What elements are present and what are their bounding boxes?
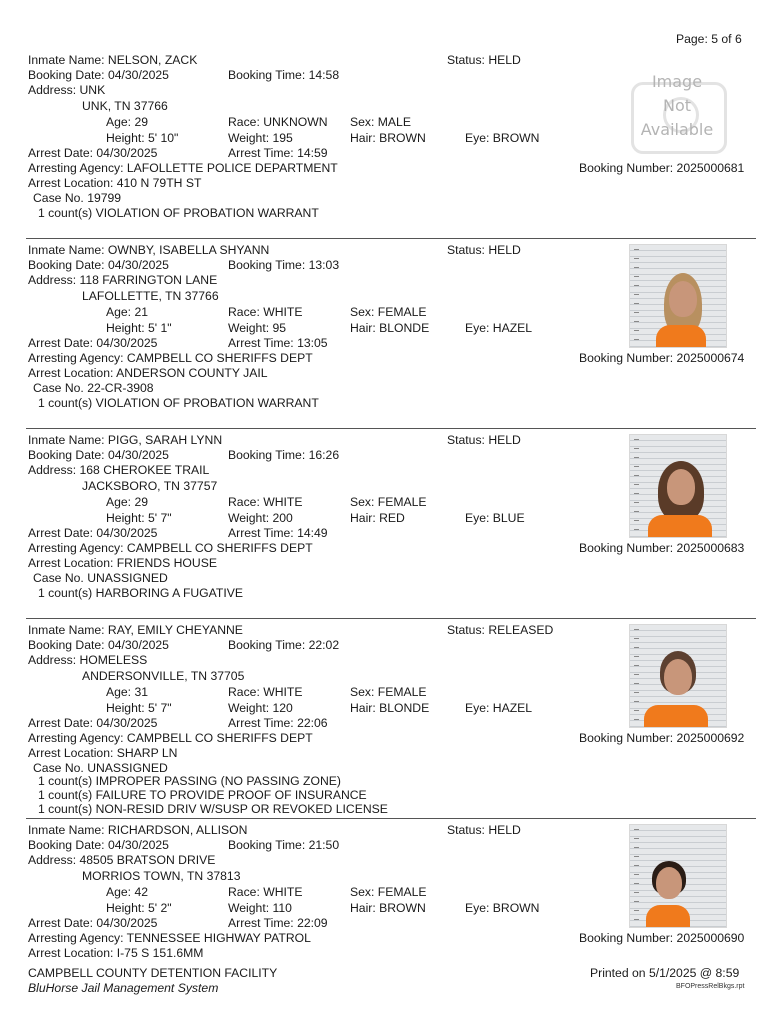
charge: 1 count(s) NON-RESID DRIV W/SUSP OR REVOKED LICENSE (38, 802, 388, 816)
height: Height: 5' 10" (106, 131, 179, 145)
arrest-time: Arrest Time: 22:09 (228, 916, 328, 930)
weight: Weight: 200 (228, 511, 293, 525)
height-scale-tick (634, 865, 639, 866)
height: Height: 5' 7" (106, 511, 172, 525)
charge: 1 count(s) IMPROPER PASSING (NO PASSING ZONE) (38, 774, 341, 788)
arrest-time: Arrest Time: 13:05 (228, 336, 328, 350)
arrest-location: Arrest Location: SHARP LN (28, 746, 178, 760)
eye: Eye: HAZEL (465, 321, 533, 335)
arresting-agency: Arresting Agency: LAFOLLETTE POLICE DEPARTMENT (28, 161, 338, 175)
case-number: Case No. UNASSIGNED (33, 761, 168, 775)
age: Age: 29 (106, 495, 149, 509)
arrest-date: Arrest Date: 04/30/2025 (28, 716, 158, 730)
height-scale-tick (634, 321, 639, 322)
arrest-date: Arrest Date: 04/30/2025 (28, 146, 158, 160)
inmate-name: Inmate Name: PIGG, SARAH LYNN (28, 433, 223, 447)
address-line1: Address: 48505 BRATSON DRIVE (28, 853, 216, 867)
status: Status: RELEASED (447, 623, 554, 637)
arrest-location: Arrest Location: FRIENDS HOUSE (28, 556, 217, 570)
printed-timestamp: Printed on 5/1/2025 @ 8:59 (590, 966, 740, 980)
record-divider (26, 428, 756, 429)
height-scale-tick (634, 692, 639, 693)
record-divider (26, 818, 756, 819)
height-scale-tick (634, 484, 639, 485)
height-scale-tick (634, 856, 639, 857)
placeholder-line2: Not (662, 96, 692, 115)
status: Status: HELD (447, 53, 521, 67)
address-line2: LAFOLLETTE, TN 37766 (82, 289, 219, 303)
sex: Sex: FEMALE (350, 495, 427, 509)
height-scale-tick (634, 520, 639, 521)
case-number: Case No. 19799 (33, 191, 122, 205)
arrest-location: Arrest Location: I-75 S 151.6MM (28, 946, 204, 960)
arrest-date: Arrest Date: 04/30/2025 (28, 526, 158, 540)
arrest-date: Arrest Date: 04/30/2025 (28, 916, 158, 930)
arresting-agency: Arresting Agency: TENNESSEE HIGHWAY PATROL (28, 931, 311, 945)
height-scale-tick (634, 647, 639, 648)
mugshot-photo (629, 624, 727, 728)
record-divider (26, 618, 756, 619)
booking-time: Booking Time: 14:58 (228, 68, 340, 82)
weight: Weight: 195 (228, 131, 293, 145)
mugshot-photo (629, 244, 727, 348)
booking-number: Booking Number: 2025000690 (579, 931, 745, 945)
height-scale-tick (634, 892, 639, 893)
inmate-name: Inmate Name: RICHARDSON, ALLISON (28, 823, 248, 837)
arrest-time: Arrest Time: 22:06 (228, 716, 328, 730)
race: Race: WHITE (228, 885, 303, 899)
height-scale-tick (634, 529, 639, 530)
height-scale-tick (634, 629, 639, 630)
height-scale-tick (634, 502, 639, 503)
eye: Eye: HAZEL (465, 701, 533, 715)
arresting-agency: Arresting Agency: CAMPBELL CO SHERIFFS DEPT (28, 351, 313, 365)
age: Age: 31 (106, 685, 149, 699)
inmate-name: Inmate Name: RAY, EMILY CHEYANNE (28, 623, 243, 637)
status: Status: HELD (447, 243, 521, 257)
age: Age: 42 (106, 885, 149, 899)
height-scale-tick (634, 294, 639, 295)
address-line1: Address: 118 FARRINGTON LANE (28, 273, 218, 287)
booking-date: Booking Date: 04/30/2025 (28, 258, 169, 272)
hair: Hair: BROWN (350, 901, 426, 915)
height-scale-tick (634, 493, 639, 494)
height-scale-tick (634, 439, 639, 440)
height-scale-tick (634, 847, 639, 848)
height-scale-tick (634, 276, 639, 277)
sex: Sex: FEMALE (350, 885, 427, 899)
eye: Eye: BLUE (465, 511, 525, 525)
height-scale-tick (634, 710, 639, 711)
booking-date: Booking Date: 04/30/2025 (28, 68, 169, 82)
charge: 1 count(s) VIOLATION OF PROBATION WARRANT (38, 206, 319, 220)
address-line2: ANDERSONVILLE, TN 37705 (82, 669, 245, 683)
arrest-time: Arrest Time: 14:49 (228, 526, 328, 540)
height-scale-tick (634, 701, 639, 702)
address-line2: UNK, TN 37766 (82, 99, 168, 113)
height: Height: 5' 1" (106, 321, 172, 335)
height-scale-tick (634, 466, 639, 467)
charge: 1 count(s) HARBORING A FUGATIVE (38, 586, 243, 600)
height-scale-tick (634, 638, 639, 639)
sex: Sex: FEMALE (350, 305, 427, 319)
height-scale-tick (634, 511, 639, 512)
booking-time: Booking Time: 16:26 (228, 448, 340, 462)
height-scale-tick (634, 829, 639, 830)
sex: Sex: MALE (350, 115, 411, 129)
booking-date: Booking Date: 04/30/2025 (28, 838, 169, 852)
height-scale-tick (634, 267, 639, 268)
height-scale-tick (634, 674, 639, 675)
height-scale-tick (634, 656, 639, 657)
page-number: Page: 5 of 6 (676, 32, 742, 46)
hair: Hair: BLONDE (350, 701, 430, 715)
height-scale-tick (634, 330, 639, 331)
case-number: Case No. UNASSIGNED (33, 571, 168, 585)
arrest-location: Arrest Location: 410 N 79TH ST (28, 176, 202, 190)
height-scale-tick (634, 475, 639, 476)
placeholder-line3: Available (640, 120, 714, 139)
status: Status: HELD (447, 823, 521, 837)
height-scale-tick (634, 838, 639, 839)
booking-time: Booking Time: 21:50 (228, 838, 340, 852)
height: Height: 5' 7" (106, 701, 172, 715)
age: Age: 29 (106, 115, 149, 129)
height-scale-tick (634, 258, 639, 259)
age: Age: 21 (106, 305, 149, 319)
arrest-time: Arrest Time: 14:59 (228, 146, 328, 160)
height-scale-tick (634, 665, 639, 666)
height-scale-tick (634, 883, 639, 884)
eye: Eye: BROWN (465, 131, 540, 145)
height-scale-tick (634, 683, 639, 684)
inmate-name: Inmate Name: NELSON, ZACK (28, 53, 198, 67)
case-number: Case No. 22-CR-3908 (33, 381, 154, 395)
facility-name: CAMPBELL COUNTY DETENTION FACILITY (28, 966, 278, 980)
height-scale-tick (634, 312, 639, 313)
placeholder-line1: Image (651, 72, 703, 91)
booking-number: Booking Number: 2025000692 (579, 731, 745, 745)
race: Race: WHITE (228, 495, 303, 509)
arrest-location: Arrest Location: ANDERSON COUNTY JAIL (28, 366, 268, 380)
height-scale-tick (634, 339, 639, 340)
booking-number: Booking Number: 2025000674 (579, 351, 745, 365)
booking-number: Booking Number: 2025000681 (579, 161, 745, 175)
booking-number: Booking Number: 2025000683 (579, 541, 745, 555)
race: Race: UNKNOWN (228, 115, 328, 129)
charge: 1 count(s) FAILURE TO PROVIDE PROOF OF INSURANCE (38, 788, 367, 802)
height-scale-tick (634, 303, 639, 304)
system-name: BluHorse Jail Management System (28, 981, 219, 995)
mugshot-photo (629, 434, 727, 538)
charge: 1 count(s) VIOLATION OF PROBATION WARRANT (38, 396, 319, 410)
height-scale-tick (634, 249, 639, 250)
height-scale-tick (634, 901, 639, 902)
address-line2: JACKSBORO, TN 37757 (82, 479, 218, 493)
record-divider (26, 238, 756, 239)
report-filename: BFOPressRelBkgs.rpt (676, 983, 745, 990)
hair: Hair: BROWN (350, 131, 426, 145)
sex: Sex: FEMALE (350, 685, 427, 699)
weight: Weight: 95 (228, 321, 287, 335)
mugshot-photo (629, 824, 727, 928)
hair: Hair: RED (350, 511, 405, 525)
height-scale-tick (634, 919, 639, 920)
arresting-agency: Arresting Agency: CAMPBELL CO SHERIFFS DEPT (28, 731, 313, 745)
eye: Eye: BROWN (465, 901, 540, 915)
height-scale-tick (634, 719, 639, 720)
weight: Weight: 110 (228, 901, 292, 915)
arresting-agency: Arresting Agency: CAMPBELL CO SHERIFFS DEPT (28, 541, 313, 555)
height-scale-tick (634, 910, 639, 911)
height: Height: 5' 2" (106, 901, 172, 915)
status: Status: HELD (447, 433, 521, 447)
height-scale-tick (634, 448, 639, 449)
weight: Weight: 120 (228, 701, 293, 715)
race: Race: WHITE (228, 685, 303, 699)
image-not-available-placeholder (629, 70, 725, 160)
booking-date: Booking Date: 04/30/2025 (28, 638, 169, 652)
height-scale-tick (634, 457, 639, 458)
arrest-date: Arrest Date: 04/30/2025 (28, 336, 158, 350)
inmate-name: Inmate Name: OWNBY, ISABELLA SHYANN (28, 243, 270, 257)
address-line1: Address: UNK (28, 83, 106, 97)
address-line1: Address: HOMELESS (28, 653, 148, 667)
booking-time: Booking Time: 13:03 (228, 258, 340, 272)
booking-time: Booking Time: 22:02 (228, 638, 340, 652)
race: Race: WHITE (228, 305, 303, 319)
height-scale-tick (634, 874, 639, 875)
booking-date: Booking Date: 04/30/2025 (28, 448, 169, 462)
address-line1: Address: 168 CHEROKEE TRAIL (28, 463, 210, 477)
height-scale-tick (634, 285, 639, 286)
address-line2: MORRIOS TOWN, TN 37813 (82, 869, 241, 883)
hair: Hair: BLONDE (350, 321, 430, 335)
